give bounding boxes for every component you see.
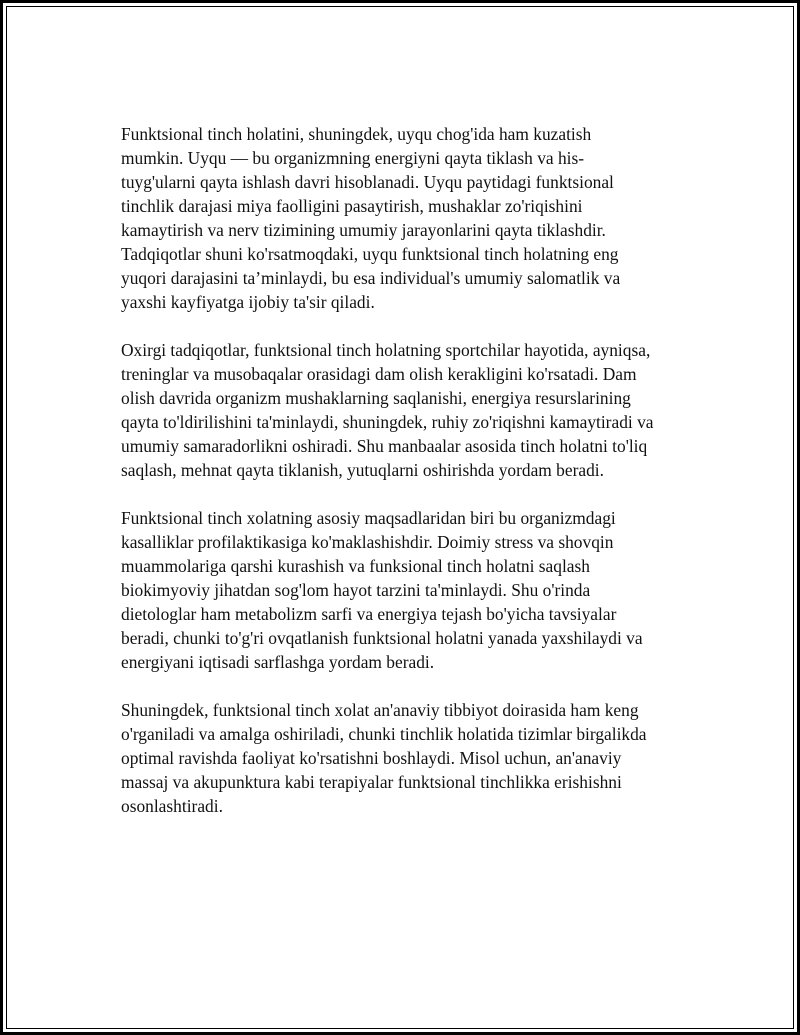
- text-line: Funktsional tinch xolatning asosiy maqsadlaridan biri bu organizmdagi: [121, 508, 616, 528]
- text-line: Oxirgi tadqiqotlar, funktsional tinch holatning sportchilar hayotida, ayniqsa,: [121, 340, 651, 360]
- text-line: dietologlar ham metabolizm sarfi va energiya tejash bo'yicha tavsiyalar: [121, 604, 617, 624]
- text-line: Funktsional tinch holatini, shuningdek, uyqu chog'ida ham kuzatish: [121, 124, 592, 144]
- text-line: kasalliklar profilaktikasiga ko'maklashishdir. Doimiy stress va shovqin: [121, 532, 614, 552]
- paragraph-1: [121, 122, 701, 314]
- text-line: kamaytirish va nerv tizimining umumiy jarayonlarini qayta tiklashdir.: [121, 220, 606, 240]
- text-line: Tadqiqotlar shuni ko'rsatmoqdaki, uyqu funktsional tinch holatning eng: [121, 244, 619, 264]
- document-body: [121, 122, 701, 842]
- text-line: Shuningdek, funktsional tinch xolat an'anaviy tibbiyot doirasida ham keng: [121, 700, 639, 720]
- text-line: optimal ravishda faoliyat ko'rsatishni boshlaydi. Misol uchun, an'anaviy: [121, 748, 622, 768]
- text-line: qayta to'ldirilishini ta'minlaydi, shuningdek, ruhiy zo'riqishni kamaytiradi va: [121, 412, 654, 432]
- text-line: beradi, chunki to'g'ri ovqatlanish funktsional holatni yanada yaxshilaydi va: [121, 628, 643, 648]
- text-line: umumiy samaradorlikni oshiradi. Shu manbaalar asosida tinch holatni to'liq: [121, 436, 648, 456]
- text-line: energiyani iqtisadi sarflashga yordam beradi.: [121, 652, 435, 672]
- text-line: tuyg'ularni qayta ishlash davri hisoblanadi. Uyqu paytidagi funktsional: [121, 172, 614, 192]
- paragraph-2: [121, 338, 701, 482]
- text-line: saqlash, mehnat qayta tiklanish, yutuqlarni oshirishda yordam beradi.: [121, 460, 604, 480]
- text-line: o'rganiladi va amalga oshiriladi, chunki tinchlik holatida tizimlar birgalikda: [121, 724, 647, 744]
- paragraph-3: [121, 506, 701, 674]
- text-line: muammolariga qarshi kurashish va funksional tinch holatni saqlash: [121, 556, 590, 576]
- text-line: treninglar va musobaqalar orasidagi dam olish kerakligini ko'rsatadi. Dam: [121, 364, 637, 384]
- text-line: biokimyoviy jihatdan sog'lom hayot tarzini ta'minlaydi. Shu o'rinda: [121, 580, 591, 600]
- text-line: yaxshi kayfiyatga ijobiy ta'sir qiladi.: [121, 292, 375, 312]
- text-line: yuqori darajasini ta’minlaydi, bu esa individual's umumiy salomatlik va: [121, 268, 621, 288]
- text-line: mumkin. Uyqu — bu organizmning energiyni qayta tiklash va his-: [121, 148, 585, 168]
- paragraph-4: [121, 698, 701, 818]
- text-line: massaj va akupunktura kabi terapiyalar funktsional tinchlikka erishishni: [121, 772, 622, 792]
- text-line: olish davrida organizm mushaklarning saqlanishi, energiya resurslarining: [121, 388, 631, 408]
- text-line: tinchlik darajasi miya faolligini pasaytirish, mushaklar zo'riqishini: [121, 196, 583, 216]
- text-line: osonlashtiradi.: [121, 796, 223, 816]
